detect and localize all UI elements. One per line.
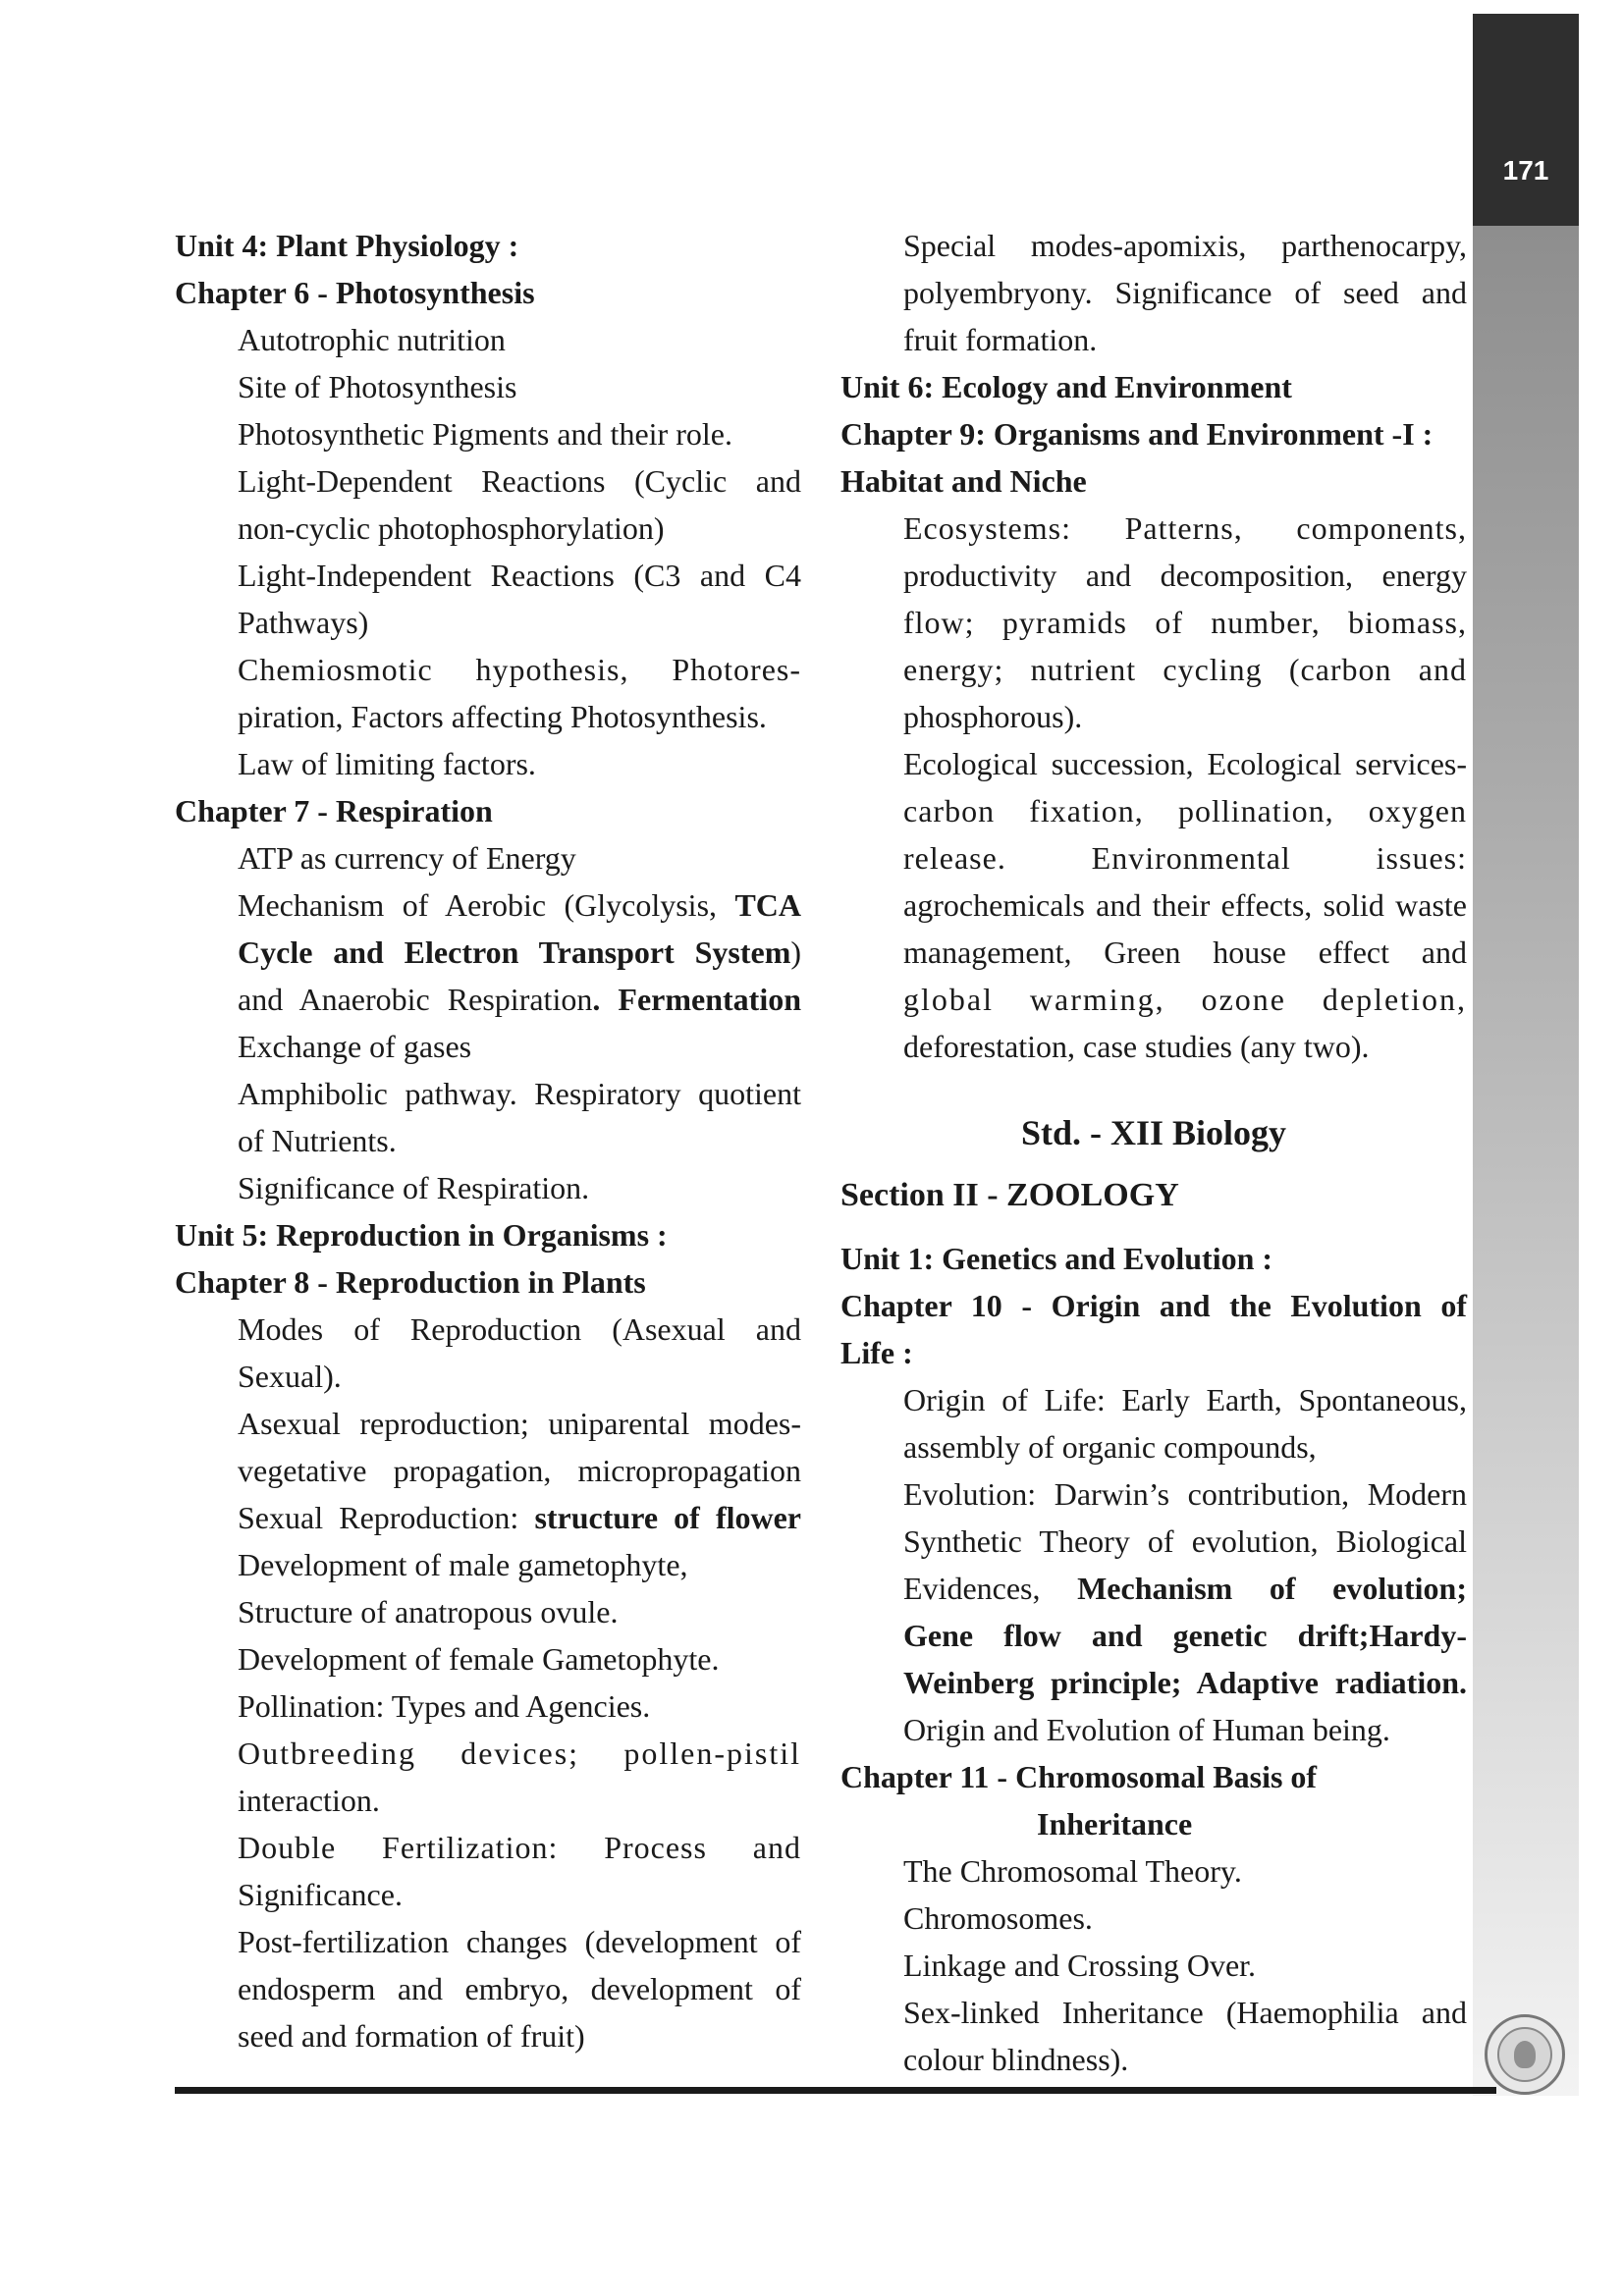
unit6-heading: Unit 6: Ecology and Environment bbox=[840, 369, 1292, 404]
chapter7-heading: Chapter 7 - Respiration bbox=[175, 793, 493, 828]
unit5-heading: Unit 5: Reproduction in Organisms : bbox=[175, 1217, 668, 1253]
ch10-line: Weinberg principle; Adaptive radiation. bbox=[903, 1665, 1467, 1700]
ch9-line: energy; nutrient cycling (carbon and bbox=[903, 652, 1467, 687]
page-tab-dark bbox=[1473, 14, 1579, 226]
chapter11-subheading: Inheritance bbox=[1037, 1806, 1193, 1842]
ch9-line: management, Green house effect and bbox=[903, 934, 1467, 970]
ch6-line: Pathways) bbox=[238, 605, 369, 640]
ch9-line: agrochemicals and their effects, solid waste bbox=[903, 887, 1467, 923]
ch8-line: Sexual). bbox=[238, 1359, 342, 1394]
ch10-line: Synthetic Theory of evolution, Biological bbox=[903, 1523, 1467, 1559]
ch9-line: phosphorous). bbox=[903, 699, 1083, 734]
ch11-line: The Chromosomal Theory. bbox=[903, 1853, 1242, 1889]
ch8-line: endosperm and embryo, development of bbox=[238, 1971, 801, 2006]
ch7-line: and Anaerobic Respiration. Fermentation bbox=[238, 982, 802, 1017]
ch9-line: carbon fixation, pollination, oxygen bbox=[903, 793, 1467, 828]
ch10-line: assembly of organic compounds, bbox=[903, 1429, 1317, 1465]
ch6-line: non-cyclic photophosphorylation) bbox=[238, 510, 665, 546]
chapter9-subheading: Habitat and Niche bbox=[840, 463, 1087, 499]
ch8-line: interaction. bbox=[238, 1783, 380, 1818]
ch11-line: colour blindness). bbox=[903, 2042, 1129, 2077]
ch11-line: Chromosomes. bbox=[903, 1900, 1093, 1936]
ch6-line: Site of Photosynthesis bbox=[238, 369, 517, 404]
ch7-line: Exchange of gases bbox=[238, 1029, 472, 1064]
ch10-line: Evolution: Darwin’s contribution, Modern bbox=[903, 1476, 1467, 1512]
ch8-line: Structure of anatropous ovule. bbox=[238, 1594, 619, 1629]
ch6-line: Light-Dependent Reactions (Cyclic and bbox=[238, 463, 801, 499]
section-heading: Section II - ZOOLOGY bbox=[840, 1177, 1179, 1213]
ch7-line: Significance of Respiration. bbox=[238, 1170, 590, 1205]
ch7-line: ATP as currency of Energy bbox=[238, 840, 576, 876]
ch6-line: Chemiosmotic hypothesis, Photores- bbox=[238, 652, 801, 687]
ch8-line: seed and formation of fruit) bbox=[238, 2018, 585, 2054]
special-line: fruit formation. bbox=[903, 322, 1098, 357]
ch9-line: flow; pyramids of number, biomass, bbox=[903, 605, 1467, 640]
ch8-line: Pollination: Types and Agencies. bbox=[238, 1688, 651, 1724]
ch8-line: Outbreeding devices; pollen-pistil bbox=[238, 1735, 801, 1771]
emblem-seal-icon bbox=[1485, 2014, 1565, 2095]
unit1-heading: Unit 1: Genetics and Evolution : bbox=[840, 1241, 1273, 1276]
footer-rule bbox=[175, 2087, 1496, 2094]
ch7-line: Mechanism of Aerobic (Glycolysis, TCA bbox=[238, 887, 801, 923]
ch8-line: Development of male gametophyte, bbox=[238, 1547, 688, 1582]
ch6-line: Law of limiting factors. bbox=[238, 746, 536, 781]
ch9-line: release. Environmental issues: bbox=[903, 840, 1467, 876]
ch9-line: Ecosystems: Patterns, components, bbox=[903, 510, 1467, 546]
chapter10-heading: Chapter 10 - Origin and the Evolution of bbox=[840, 1288, 1467, 1323]
ch7-line: Amphibolic pathway. Respiratory quotient bbox=[238, 1076, 801, 1111]
ch10-line: Evidences, Mechanism of evolution; bbox=[903, 1571, 1468, 1606]
special-line: Special modes-apomixis, parthenocarpy, bbox=[903, 228, 1467, 263]
chapter6-heading: Chapter 6 - Photosynthesis bbox=[175, 275, 535, 310]
ch8-line: Double Fertilization: Process and bbox=[238, 1830, 801, 1865]
chapter9-heading: Chapter 9: Organisms and Environment -I : bbox=[840, 416, 1434, 452]
ch10-line: Gene flow and genetic drift;Hardy- bbox=[903, 1618, 1467, 1653]
ch8-line: Asexual reproduction; uniparental modes- bbox=[238, 1406, 801, 1441]
special-line: polyembryony. Significance of seed and bbox=[903, 275, 1467, 310]
ch6-line: Light-Independent Reactions (C3 and C4 bbox=[238, 558, 801, 593]
page-edge-gradient-bar bbox=[1473, 226, 1579, 2096]
unit4-heading: Unit 4: Plant Physiology : bbox=[175, 228, 519, 263]
chapter11-heading: Chapter 11 - Chromosomal Basis of bbox=[840, 1759, 1318, 1794]
ch7-line: of Nutrients. bbox=[238, 1123, 397, 1158]
ch11-line: Sex-linked Inheritance (Haemophilia and bbox=[903, 1995, 1467, 2030]
ch9-line: Ecological succession, Ecological services- bbox=[903, 746, 1467, 781]
ch11-line: Linkage and Crossing Over. bbox=[903, 1948, 1257, 1983]
ch8-line: Modes of Reproduction (Asexual and bbox=[238, 1311, 801, 1347]
page-number: 171 bbox=[1502, 155, 1549, 186]
ch10-line: Origin and Evolution of Human being. bbox=[903, 1712, 1390, 1747]
ch10-line: Origin of Life: Early Earth, Spontaneous, bbox=[903, 1382, 1467, 1417]
ch7-line: Cycle and Electron Transport System) bbox=[238, 934, 801, 970]
std-heading: Std. - XII Biology bbox=[1020, 1113, 1287, 1152]
ch8-line: Sexual Reproduction: structure of flower bbox=[238, 1500, 802, 1535]
ch6-line: Photosynthetic Pigments and their role. bbox=[238, 416, 732, 452]
chapter8-heading: Chapter 8 - Reproduction in Plants bbox=[175, 1264, 646, 1300]
ch8-line: vegetative propagation, micropropagation bbox=[238, 1453, 801, 1488]
ch6-line: piration, Factors affecting Photosynthesis. bbox=[238, 699, 767, 734]
ch9-line: global warming, ozone depletion, bbox=[903, 982, 1467, 1017]
ch9-line: deforestation, case studies (any two). bbox=[903, 1029, 1370, 1064]
ch8-line: Significance. bbox=[238, 1877, 403, 1912]
ch9-line: productivity and decomposition, energy bbox=[903, 558, 1467, 593]
ch8-line: Development of female Gametophyte. bbox=[238, 1641, 720, 1677]
ch8-line: Post-fertilization changes (development of bbox=[238, 1924, 801, 1959]
chapter10-subheading: Life : bbox=[840, 1335, 913, 1370]
ch6-line: Autotrophic nutrition bbox=[238, 322, 506, 357]
